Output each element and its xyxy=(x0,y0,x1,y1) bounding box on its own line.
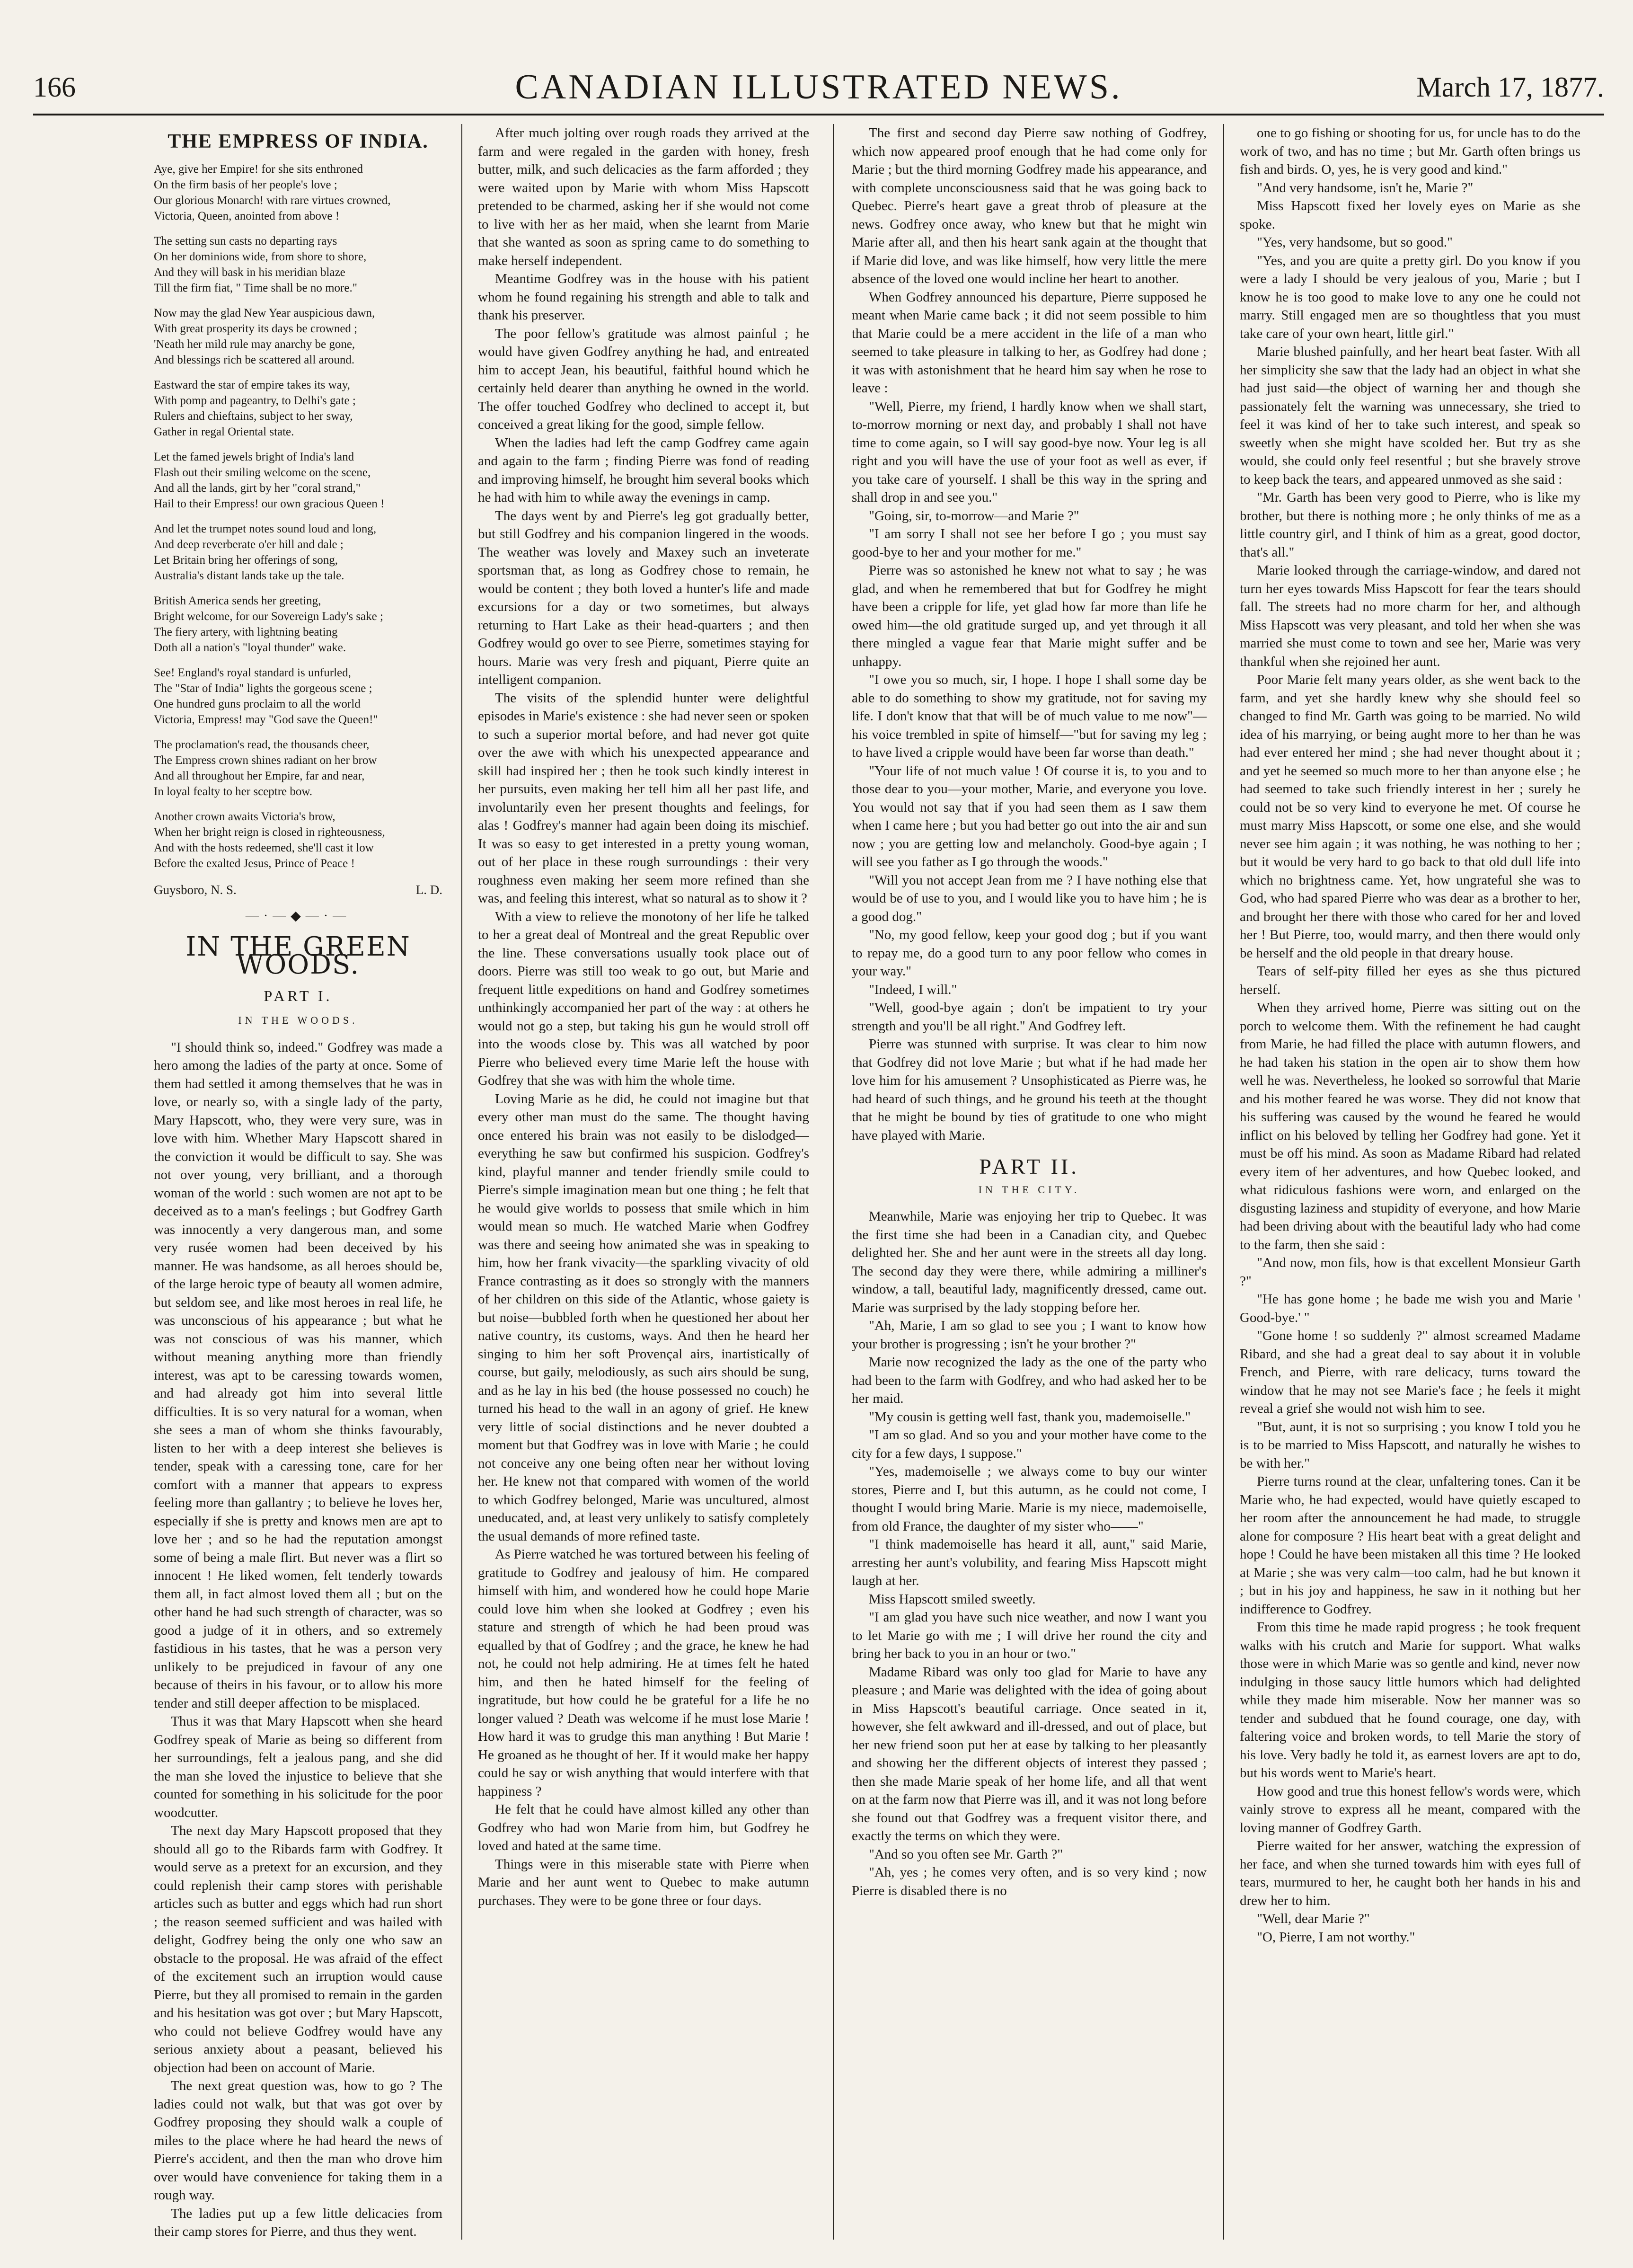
paragraph: Pierre waited for her answer, watching the expression of her face, and when she turned towards him with eyes full of tears, murmured to her, he caught both her hands in his and drew her to him. xyxy=(1240,1838,1580,1908)
paragraph: "Yes, and you are quite a pretty girl. Do you know if you were a lady I should be very jealous of you, Marie ; but I know he is too good to make love to any one he could not marry. Still engaged men are so thoughtless that you must take care of your own heart, little girl." xyxy=(1240,253,1580,341)
story-text-col4 xyxy=(1240,124,1580,1946)
paragraph: The next day Mary Hapscott proposed that they should all go to the Ribards farm with Godfrey. It would serve as a pretext for an excursion, and they could replenish their camp stores with perishable articles such as butter and eggs which had run short ; the reason seemed sufficient and was hailed with delight, Godfrey being the only one who saw an obstacle to the proposal. He was afraid of the effect of the excitement such an irruption would cause Pierre, but they all promised to remain in the garden and his hesitation was got over ; but Mary Hapscott, who could not believe Godfrey would have any serious anxiety about a peasant, believed his objection had been on account of Marie. xyxy=(154,1823,442,2075)
poem-stanza xyxy=(154,305,442,368)
paragraph: Marie blushed painfully, and her heart beat faster. With all her simplicity she saw that the lady had an object in what she had just said—the object of warning her and though she passionately felt the warning was unnecessary, she tried to feel it was kind of her to take such interest, and speak so sweetly when she might have scolded her. But try as she would, she could only feel resentful ; but she bravely strove to keep back the tears, and appeared unmoved as she said : xyxy=(1240,344,1580,487)
poem-line: Another crown awaits Victoria's brow, xyxy=(154,810,335,823)
poem-line: With great prosperity its days be crowned ; xyxy=(154,322,358,335)
paragraph: Meantime Godfrey was in the house with his patient whom he found regaining his strength and able to talk and thank his preserver. xyxy=(478,271,809,323)
paragraph: "Well, Pierre, my friend, I hardly know when we shall start, to-morrow morning or next day, and probably I shall not have time to come again, so I will say good-bye now. Your leg is all right and you will have the use of your foot as well as ever, if you take care of yourself. I shall be this way in the spring and shall drop in and see you." xyxy=(852,399,1207,505)
poem-line: On the firm basis of her people's love ; xyxy=(154,178,337,191)
paragraph: "He has gone home ; he bade me wish you and Marie ' Good-bye.' " xyxy=(1240,1292,1580,1325)
paragraph: Poor Marie felt many years older, as she went back to the farm, and yet she hardly knew why she should feel so changed to find Mr. Garth was going to be married. No wild idea of his marrying, or being aught more to her than he was had ever entered her mind ; she had never thought about it ; and yet he seemed so much more to her than anyone else ; he had seemed to take such friendly interest in her ; surely he could not be so very kind to everyone he met. Of course he must marry Miss Hapscott, or some one else, and she would never see him again ; it was nothing, he was nothing to her ; but it would be very hard to go back to that old dull life into which no brightness came. Yet, how ungrateful she was to God, who had spared Pierre who was dear as a brother to her, and brought her there with those who cared for her and loved her ! But Pierre, too, would marry, and then there would only be herself and the old people in that dreary house. xyxy=(1240,672,1580,961)
poem-line: The fiery artery, with lightning beating xyxy=(154,625,338,638)
paragraph: "Going, sir, to-morrow—and Marie ?" xyxy=(869,508,1079,523)
part-two-heading: PART II. xyxy=(979,1154,1079,1178)
column-1 xyxy=(154,124,442,2240)
paragraph: When they arrived home, Pierre was sitting out on the porch to welcome them. With the refinement he had caught from Marie, he had filled the place with autumn flowers, and he had taken his station in the open air to show them how well he was. Nevertheless, he looked so sorrowful that Marie and his mother feared he was worse. They did not know that his suffering was caused by the wound he feared he would inflict on his beloved by telling her Godfrey had gone. Yet it must be off his mind. As soon as Madame Ribard had related every item of her adventures, and how Quebec looked, and what ridiculous fashions were worn, and enlarged on the disgusting laziness and stupidity of everyone, and how Marie had been driving about with the beautiful lady who had come to the farm, then she said : xyxy=(1240,1000,1580,1252)
poem-stanza xyxy=(154,593,442,656)
column-rule xyxy=(461,124,462,2240)
paragraph: Meanwhile, Marie was enjoying her trip to Quebec. It was the first time she had been in a Canadian city, and Quebec delighted her. She and her aunt were in the streets all day long. The second day they were there, while admiring a milliner's window, a tall, beautiful lady, magnificently dressed, came out. Marie was surprised by the lady stopping before her. xyxy=(852,1209,1207,1315)
ornament-divider: —·—◆—·— xyxy=(245,909,351,923)
poem-line: See! England's royal standard is unfurled, xyxy=(154,666,351,679)
paragraph: "Will you not accept Jean from me ? I have nothing else that would be of use to you, and I would like you to have him ; he is a good dog." xyxy=(852,872,1207,924)
poem-line: Rulers and chieftains, subject to her sway, xyxy=(154,409,353,423)
paragraph: The first and second day Pierre saw nothing of Godfrey, which now appeared proof enough that he had come only for Marie ; but the third morning Godfrey made his appearance, and with complete unconsciousness said that he was going back to Quebec. Pierre's heart gave a great throb of pleasure at the news. Godfrey once away, who knew but that he might win Marie after all, and then his heart sank again at the thought that if Marie did love, and was like himself, how very little the mere absence of the loved one would incline her heart to another. xyxy=(852,125,1207,286)
paragraph: The ladies put up a few little delicacies from their camp stores for Pierre, and thus they went. xyxy=(154,2206,442,2239)
poem-line: British America sends her greeting, xyxy=(154,594,321,607)
paragraph: Thus it was that Mary Hapscott when she heard Godfrey speak of Marie as being so different from her surroundings, felt a jealous pang, and she did the man she loved the injustice to believe that she counted for something in his solicitude for the poor woodcutter. xyxy=(154,1714,442,1820)
story-text-col3 xyxy=(852,124,1207,1144)
paragraph: Marie now recognized the lady as the one of the party who had been to the farm with Godfrey, and who had asked her to be her maid. xyxy=(852,1355,1207,1406)
part-one-subheading: IN THE WOODS. xyxy=(238,1014,358,1026)
paragraph: Loving Marie as he did, he could not imagine but that every other man must do the same. The thought having once entered his brain was not easily to be dislodged—everything he saw but confirmed his suspicion. Godfrey's kind, playful manner and tender friendly smile could to Pierre's simple imagination mean but one thing ; he felt that he would give worlds to possess that smile which in him would mean so much. He watched Marie when Godfrey was there and seeing how animated she was in speaking to him, how her frank vivacity—the sparkling vivacity of old France contrasting as it does so strongly with the manners of her children on this side of the Atlantic, whose gaiety is but noise—bubbled forth when he questioned her about her native country, its customs, ways. And then he heard her singing to him her soft Provençal airs, inartistically of course, but gaily, melodiously, as such airs should be sung, and as he lay in his bed (the house possessed no couch) he turned his head to the wall in an agony of grief. He knew very little of social distinctions and he never doubted a moment but that Godfrey was in love with Marie ; he could not conceive any one being often near her without loving her. He knew not that compared with women of the world to which Godfrey belonged, Marie was uncultured, almost uneducated, and, at least very unlikely to satisfy completely the usual demands of more refined taste. xyxy=(478,1091,809,1544)
paragraph: "Yes, mademoiselle ; we always come to buy our winter stores, Pierre and I, but this autumn, as he could not come, I thought I would bring Marie. Marie is my niece, mademoiselle, from old France, the daughter of my sister who——" xyxy=(852,1464,1207,1534)
paragraph: "And now, mon fils, how is that excellent Monsieur Garth ?" xyxy=(1240,1255,1580,1289)
paragraph: The poor fellow's gratitude was almost painful ; he would have given Godfrey anything he had, and entreated him to accept Jean, his beautiful, faithful hound which he certainly held dearer than anything he owned in the world. The offer touched Godfrey who declined to accept it, but conceived a great liking for the good, simple fellow. xyxy=(478,326,809,432)
paragraph: As Pierre watched he was tortured between his feeling of gratitude to Godfrey and jealousy of him. He compared himself with him, and wondered how he could hope Marie could love him when she looked at Godfrey ; even his stature and strength of which he had been proud was equalled by that of Godfrey ; and the grace, he knew he had not, he could not help admiring. He at times felt he hated him, and then he hated himself for the feeling of ingratitude, but how could he be grateful for a life he no longer valued ? Death was welcome if he must lose Marie ! How hard it was to grudge this man anything ! But Marie ! He groaned as he thought of her. If it would make her happy could he say or wish anything that would interfere with that happiness ? xyxy=(478,1547,809,1799)
paragraph: "And very handsome, isn't he, Marie ?" xyxy=(1257,180,1474,195)
poem-line: And deep reverberate o'er hill and dale ; xyxy=(154,538,344,551)
poem-line: Now may the glad New Year auspicious dawn, xyxy=(154,306,375,319)
masthead xyxy=(33,62,1604,115)
poem-body xyxy=(154,161,442,871)
poem-initials: L. D. xyxy=(415,882,442,897)
story-text-col3-part2 xyxy=(852,1207,1207,1900)
poem-stanza xyxy=(154,233,442,296)
poem-line: When her bright reign is closed in righteousness, xyxy=(154,825,385,839)
newspaper-title: CANADIAN ILLUSTRATED NEWS. xyxy=(515,68,1122,106)
paragraph: "Your life of not much value ! Of course it is, to you and to those dear to you—your mother, Marie, and everyone you love. You would not say that if you had seen them as I saw them when I came here ; but you had better go out into the air and sun now ; you are getting low and melancholy. Good-bye again ; I will see you father as I go through the woods." xyxy=(852,763,1207,869)
poem-line: Victoria, Queen, anointed from above ! xyxy=(154,209,340,222)
column-3 xyxy=(852,124,1207,2240)
paragraph: "Yes, very handsome, but so good." xyxy=(1257,235,1453,250)
paragraph: "Ah, Marie, I am so glad to see you ; I want to know how your brother is progressing ; isn't he your brother ?" xyxy=(852,1318,1207,1352)
paragraph: Madame Ribard was only too glad for Marie to have any pleasure ; and Marie was delighted with the idea of going about in Miss Hapscott's beautiful carriage. Once seated in it, however, she felt awkward and ill-dressed, and out of place, but her new friend soon put her at ease by talking to her pleasantly and showing her the different objects of interest they passed ; then she made Marie speak of her home life, and all that went on at the farm now that Pierre was ill, and it was not long before she found out that Godfrey was a frequent visitor there, and exactly the terms on which they were. xyxy=(852,1664,1207,1843)
paragraph: From this time he made rapid progress ; he took frequent walks with his crutch and Marie for support. What walks those were in which Marie was so gentle and kind, never now indulging in those saucy little humors which had delighted while they made him miserable. Now her manner was so tender and subdued that he found courage, one day, with faltering voice and broken words, to tell Marie the story of his love. Very badly he told it, as earnest lovers are apt to do, but his words went to Marie's heart. xyxy=(1240,1620,1580,1781)
paragraph: "Gone home ! so suddenly ?" almost screamed Madame Ribard, and she had a great deal to say about it in voluble French, and Pierre, with rare delicacy, turns toward the window that he may not see Marie's face ; he feels it might reveal a grief she would not wish him to see. xyxy=(1240,1328,1580,1416)
poem-line: And with the hosts redeemed, she'll cast it low xyxy=(154,841,374,854)
paragraph: "I owe you so much, sir, I hope. I hope I shall some day be able to do something to show my gratitude, not for saving my life. I don't know that that will be of much value to me now"—his voice trembled in spite of himself—"but for saving my leg ; to have lived a cripple would have been far worse than death." xyxy=(852,672,1207,760)
poem-line: And they will bask in his meridian blaze xyxy=(154,266,345,279)
poem-line: Flash out their smiling welcome on the scene, xyxy=(154,466,371,479)
poem-line: Let Britain bring her offerings of song, xyxy=(154,553,338,567)
poem-line: And blessings rich be scattered all around. xyxy=(154,353,355,366)
paragraph: "Well, dear Marie ?" xyxy=(1257,1911,1370,1926)
part-two-subheading: IN THE CITY. xyxy=(978,1183,1080,1196)
paragraph: When the ladies had left the camp Godfrey came again and again to the farm ; finding Pierre was fond of reading and improving himself, he brought him several books which he had with him to while away the evenings in camp. xyxy=(478,435,809,505)
paragraph: When Godfrey announced his departure, Pierre supposed he meant when Marie came back ; it did not seem possible to him that Marie could be a mere accident in the life of a man who seemed to take pleasure in talking to her, as Godfrey had done ; it was with astonishment that he heard him say when he rose to leave : xyxy=(852,289,1207,396)
paragraph: Things were in this miserable state with Pierre when Marie and her aunt went to Quebec to make autumn purchases. They were to be gone three or four days. xyxy=(478,1856,809,1908)
poem-line: Our glorious Monarch! with rare virtues crowned, xyxy=(154,194,391,207)
paragraph: "I am so glad. And so you and your mother have come to the city for a few days, I suppose." xyxy=(852,1427,1207,1461)
poem-line: Let the famed jewels bright of India's land xyxy=(154,450,354,463)
paragraph: "Well, good-bye again ; don't be impatient to try your strength and you'll be all right." And Godfrey left. xyxy=(852,1000,1207,1034)
paragraph: "Mr. Garth has been very good to Pierre, who is like my brother, but there is nothing more ; he only thinks of me as a little country girl, and I think of him as a great, good doctor, that's all." xyxy=(1240,490,1580,560)
poem-line: And all the lands, girt by her "coral strand," xyxy=(154,481,361,495)
paragraph: Pierre was stunned with surprise. It was clear to him now that Godfrey did not love Marie ; but what if he had made her love him for his amusement ? Unsophisticated as Pierre was, he had heard of such things, and he ground his teeth at the thought that he might be bound by ties of gratitude to one who might have played with Marie. xyxy=(852,1037,1207,1143)
paragraph: Pierre turns round at the clear, unfaltering tones. Can it be Marie who, he had expected, would have quietly escaped to her room after the announcement he had made, to struggle alone for composure ? His heart beat with a great delight and hope ! Could he have been mistaken all this time ? He looked at Marie ; she was very calm—too calm, had he but known it ; but in his joy and happiness, he saw in it nothing but her indifference to Godfrey. xyxy=(1240,1474,1580,1617)
column-rule xyxy=(1223,124,1224,2240)
column-2 xyxy=(478,124,809,2240)
poem-line: The proclamation's read, the thousands cheer, xyxy=(154,738,370,751)
poem-line: Hail to their Empress! our own gracious Queen ! xyxy=(154,497,385,510)
poem-stanza xyxy=(154,521,442,584)
story-text-col1 xyxy=(154,1038,442,2240)
poem-stanza xyxy=(154,665,442,727)
page-number: 166 xyxy=(33,71,76,103)
paragraph: "But, aunt, it is not so surprising ; you know I told you he is to be married to Miss Hapscott, and naturally he wishes to be with her." xyxy=(1240,1419,1580,1471)
paragraph: The days went by and Pierre's leg got gradually better, but still Godfrey and his companion lingered in the woods. The weather was lovely and Maxey such an inveterate sportsman that, as long as Godfrey chose to remain, he would be content ; they both loved a hunter's life and made excursions for a day or two sometimes, but always returning to Hart Lake as their head-quarters ; and then Godfrey would go over to see Pierre, sometimes staying for hours. Marie was very fresh and piquant, Pierre quite an intelligent companion. xyxy=(478,508,809,687)
poem-place: Guysboro, N. S. xyxy=(154,882,237,897)
poem-line: The "Star of India" lights the gorgeous scene ; xyxy=(154,682,372,695)
poem-line: With pomp and pageantry, to Delhi's gate ; xyxy=(154,394,356,407)
paragraph: "My cousin is getting well fast, thank you, mademoiselle." xyxy=(869,1409,1191,1425)
paragraph: Pierre was so astonished he knew not what to say ; he was glad, and when he remembered that but for Godfrey he might have been a cripple for life, yet glad how far more than life he owed him—the old gratitude surged up, and yet through it all there mingled a vague fear that Marie might suffer and be unhappy. xyxy=(852,563,1207,669)
paragraph: How good and true this honest fellow's words were, which vainly strove to express all he meant, compared with the loving manner of Godfrey Garth. xyxy=(1240,1783,1580,1835)
poem-line: Bright welcome, for our Sovereign Lady's sake ; xyxy=(154,610,383,623)
paragraph: Marie looked through the carriage-window, and dared not turn her eyes towards Miss Hapscott for fear the tears should fall. The streets had no more charm for her, and although Miss Hapscott was very pleasant, and told her when she was married she must come to town and see her, Marie was very thankful when she rejoined her aunt. xyxy=(1240,563,1580,669)
column-rule xyxy=(833,124,834,2240)
poem-line: Till the firm fiat, " Time shall be no more." xyxy=(154,281,357,294)
poem-stanza xyxy=(154,737,442,799)
poem-line: In loyal fealty to her sceptre bow. xyxy=(154,785,313,798)
issue-date: March 17, 1877. xyxy=(1416,71,1604,103)
story-text-col2 xyxy=(478,124,809,1910)
poem-line: Australia's distant lands take up the tale. xyxy=(154,569,344,582)
poem-line: Before the exalted Jesus, Prince of Peace ! xyxy=(154,857,355,870)
part-one-heading: PART I. xyxy=(264,987,333,1004)
poem-line: Eastward the star of empire takes its way, xyxy=(154,378,350,391)
poem-line: And all throughout her Empire, far and near, xyxy=(154,769,365,782)
paragraph: "No, my good fellow, keep your good dog ; but if you want to repay me, do a good turn to any poor fellow who comes in your way." xyxy=(852,927,1207,979)
poem-line: Doth all a nation's "loyal thunder" wake. xyxy=(154,641,346,654)
poem-stanza xyxy=(154,377,442,440)
poem-line: One hundred guns proclaim to all the world xyxy=(154,697,361,710)
poem-stanza xyxy=(154,161,442,224)
poem-line: 'Neath her mild rule may anarchy be gone, xyxy=(154,337,355,351)
poem-signature xyxy=(154,881,442,899)
story-title: IN THE GREEN WOODS. xyxy=(185,931,411,980)
poem-line: Aye, give her Empire! for she sits enthroned xyxy=(154,162,363,176)
poem-line: The setting sun casts no departing rays xyxy=(154,234,337,248)
poem-line: Gather in regal Oriental state. xyxy=(154,425,294,438)
poem-line: And let the trumpet notes sound loud and long, xyxy=(154,522,377,535)
poem-line: On her dominions wide, from shore to shore, xyxy=(154,250,367,263)
paragraph: The visits of the splendid hunter were delightful episodes in Marie's existence : she had never seen or spoken to such a superior mortal before, and had never got quite over the awe with which his unexpected appearance and skill had inspired her ; then he took such kindly interest in her pursuits, even making her tell him all her past life, and involuntarily even her present thoughts and feelings, for alas ! Godfrey's manner had again been doing its mischief. It was so easy to get interested in a pretty young woman, out of her place in these rough surroundings : their very roughness even making her seem more refined than she was, and feeling this interest, what so natural as to show it ? xyxy=(478,690,809,906)
poem-line: The Empress crown shines radiant on her brow xyxy=(154,753,377,767)
poem-title: THE EMPRESS OF INDIA. xyxy=(168,131,429,152)
paragraph: Miss Hapscott smiled sweetly. xyxy=(869,1591,1036,1607)
paragraph: "I should think so, indeed." Godfrey was made a hero among the ladies of the party at once. Some of them had settled it among themselves that he was in love, or nearly so, with a single lady of the party, Mary Hapscott, who, they were very sure, was in love with him. Whether Mary Hapscott shared in the conviction it would be difficult to say. She was not over young, very brilliant, and a thorough woman of the world : such women are not apt to be deceived as to a man's feelings ; but Godfrey Garth was innocently a very dangerous man, and some very rusée women had been deceived by his manner. He was handsome, as all heroes should be, of the large heroic type of beauty all women admire, but seldom see, and like most heroes in real life, he was unconscious of his appearance ; but what he was not conscious of was his manner, which without meaning anything more than friendly interest, was apt to be caressing towards women, and had already got him into several little difficulties. It is so very natural for a woman, when she sees a man of whom she thinks favourably, listen to her with a deep interest she believes is tender, speak with a caressing tone, care for her comfort with a manner that appears to express feeling more than gallantry ; to believe he loves her, especially if she is pretty and knows men are apt to love her ; and so he had the reputation amongst some of being a male flirt. But never was a flirt so innocent ! He liked women, felt tenderly towards them all, in fact almost loved them all ; but on the other hand he had such strength of character, was so good a judge of it in others, and so extremely fastidious in his tastes, that he was a person very unlikely to be prejudiced in favour of any one because of theirs in his favour, or to allow his more tender and still deeper affection to be misplaced. xyxy=(154,1039,442,1711)
column-4 xyxy=(1240,124,1580,2240)
paragraph: With a view to relieve the monotony of her life he talked to her a great deal of Montreal and the great Republic over the line. These conversations usually took place out of doors. Pierre was still too weak to go out, but Marie and frequent little expeditions on hand and Godfrey sometimes unthinkingly accompanied her part of the way : at others he would not go a step, but taking his gun he would stroll off into the woods close by. This was all watched by poor Pierre who believed every time Marie left the house with Godfrey that she was with him the whole time. xyxy=(478,909,809,1088)
paragraph: "Ah, yes ; he comes very often, and is so very kind ; now Pierre is disabled there is no xyxy=(852,1865,1207,1898)
paragraph: He felt that he could have almost killed any other than Godfrey who had won Marie from him, but Godfrey he loved and hated at the same time. xyxy=(478,1802,809,1853)
paragraph: After much jolting over rough roads they arrived at the farm and were regaled in the garden with honey, fresh butter, milk, and such delicacies as the farm afforded ; they were waited upon by Marie with whom Miss Hapscott pretended to be charmed, asking her if she would not come to live with her as her maid, when she learnt from Marie that she wanted as soon as spring came to do something to make herself independent. xyxy=(478,125,809,268)
paragraph: Tears of self-pity filled her eyes as she thus pictured herself. xyxy=(1240,964,1580,997)
paragraph: "I think mademoiselle has heard it all, aunt," said Marie, arresting her aunt's volubility, and fearing Miss Hapscott might laugh at her. xyxy=(852,1537,1207,1588)
paragraph: one to go fishing or shooting for us, for uncle has to do the work of two, and has no time ; but Mr. Garth often brings us fish and birds. O, yes, he is very good and kind." xyxy=(1240,125,1580,177)
paragraph: "Indeed, I will." xyxy=(869,982,957,997)
paragraph: Miss Hapscott fixed her lovely eyes on Marie as she spoke. xyxy=(1240,198,1580,232)
paragraph: "I am glad you have such nice weather, and now I want you to let Marie go with me ; I will drive her round the city and bring her back to you in an hour or two." xyxy=(852,1610,1207,1661)
poem-line: Victoria, Empress! may "God save the Queen!" xyxy=(154,713,378,726)
poem-stanza xyxy=(154,449,442,512)
paragraph: "O, Pierre, I am not worthy." xyxy=(1257,1929,1415,1945)
paragraph: The next great question was, how to go ? The ladies could not walk, but that was got over by Godfrey proposing they should walk a couple of miles to the place where he had heard the news of Pierre's accident, and then the man who drove him over would have convenience for taking them in a rough way. xyxy=(154,2078,442,2203)
paragraph: "And so you often see Mr. Garth ?" xyxy=(869,1846,1063,1862)
poem-stanza xyxy=(154,809,442,871)
paragraph: "I am sorry I shall not see her before I go ; you must say good-bye to her and your mother for me." xyxy=(852,526,1207,560)
